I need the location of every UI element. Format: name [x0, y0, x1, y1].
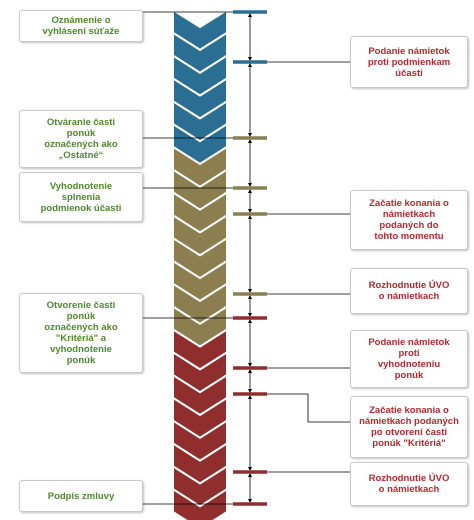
objection-box-start-proceedings: Začatie konania o námietkach podaných do tohto momentu — [350, 190, 468, 250]
chevron-column — [173, 10, 227, 520]
objection-box-start-proceedings-criteria: Začatie konania o námietkach podaných po otvorení časti ponúk "Kritériá" — [350, 396, 468, 458]
step-box-evaluation-conditions: Vyhodnotenie splnenia podmienok účasti — [19, 172, 143, 222]
objection-box-conditions: Podanie námietok proti podmienkam účasti — [350, 36, 468, 88]
step-box-announcement: Oznámenie o vyhlásení súťaže — [19, 10, 143, 42]
step-box-opening-criteria: Otvorenie časti ponúk označených ako "Kritériá" a vyhodnotenie ponúk — [19, 293, 143, 373]
step-box-contract-signing: Podpis zmluvy — [19, 480, 143, 512]
step-box-opening-other: Otváranie časti ponúk označených ako „Ostatné“ — [19, 110, 143, 168]
objection-box-decision-2: Rozhodnutie ÚVO o námietkach — [350, 462, 468, 506]
objection-box-evaluation: Podanie námietok proti vyhodnoteniu ponúk — [350, 330, 468, 388]
objection-box-decision-1: Rozhodnutie ÚVO o námietkach — [350, 268, 468, 314]
connector-line — [262, 394, 350, 422]
